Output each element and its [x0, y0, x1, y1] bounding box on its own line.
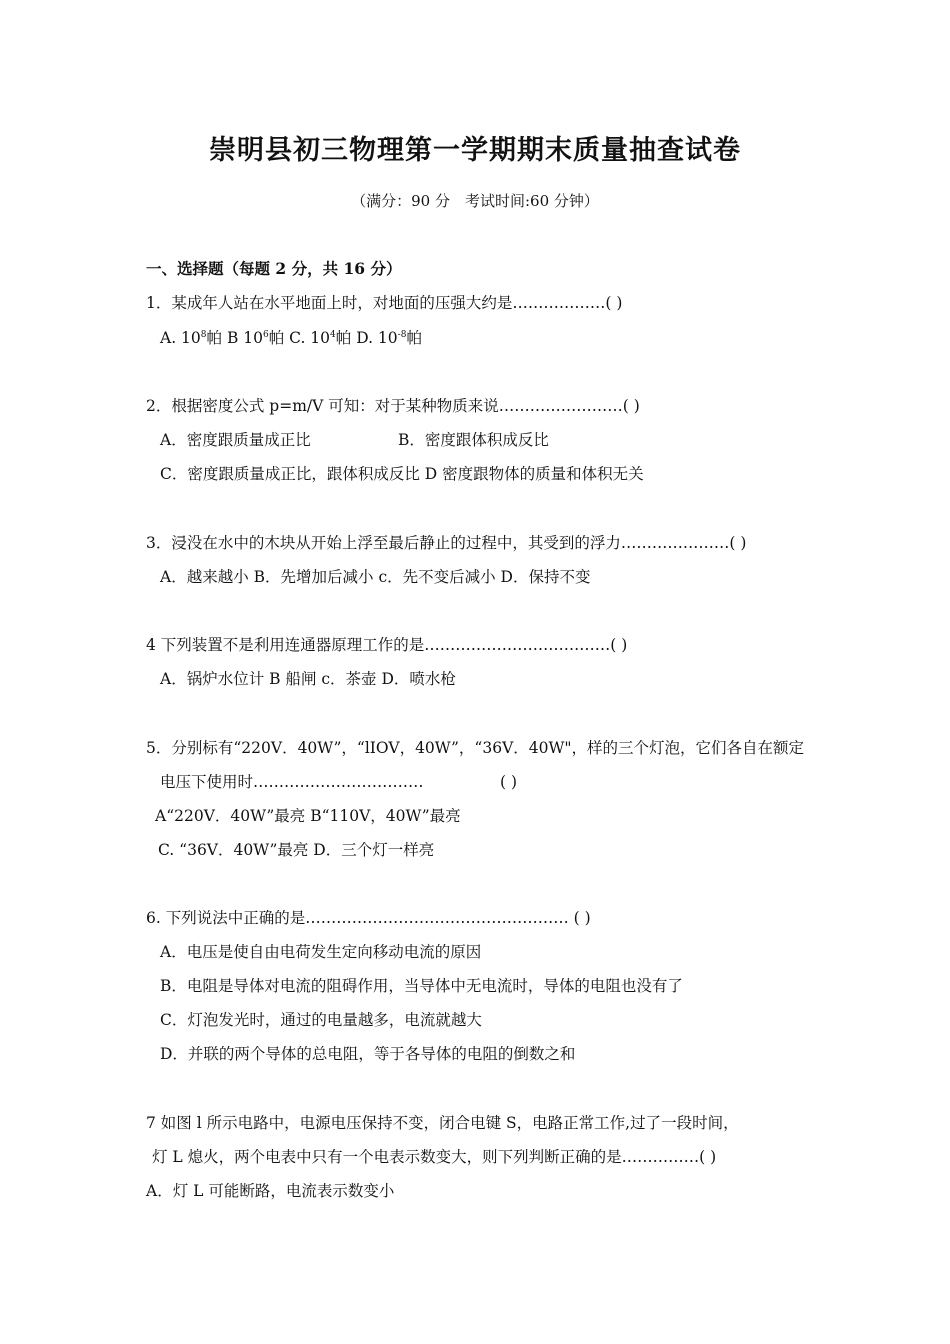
question-2-options-cd: C．密度跟质量成正比，跟体积成反比 D 密度跟物体的质量和体积无关 — [160, 465, 644, 483]
question-6-option-b: B．电阻是导体对电流的阻碍作用，当导体中无电流时，导体的电阻也没有了 — [160, 977, 683, 995]
question-6-option-a: A．电压是使自由电荷发生定向移动电流的原因 — [160, 943, 482, 961]
question-4-stem: 4 下列装置不是利用连通器原理工作的是………………………………( ) — [146, 636, 628, 654]
question-1-stem: 1．某成年人站在水平地面上时，对地面的压强大约是………………( ) — [146, 294, 623, 312]
question-5-stem-1: 5．分别标有“220V．40W”，“lIOV，40W”，“36V．40W"，样的三个灯泡，它们各自在额定 — [146, 739, 805, 757]
question-7-option-a: A．灯 L 可能断路，电流表示数变小 — [146, 1182, 395, 1200]
question-3-stem: 3．浸没在水中的木块从开始上浮至最后静止的过程中，其受到的浮力…………………( ) — [146, 534, 747, 552]
exam-info: （满分：90 分 考试时间:60 分钟） — [351, 192, 599, 210]
question-2-stem: 2．根据密度公式 p=m/V 可知：对于某种物质来说……………………( ) — [146, 397, 640, 415]
question-5-answer-paren: ( ) — [500, 773, 518, 791]
question-1-options: A. $10^8$帕 B $10^6$帕 C. $10^4$帕 D. $10^{-8}$帕 — [160, 329, 422, 347]
section-heading: 一、选择题（每题 2 分，共 16 分） — [146, 259, 402, 278]
question-6-option-c: C．灯泡发光时，通过的电量越多，电流就越大 — [160, 1011, 482, 1029]
question-6-stem: 6. 下列说法中正确的是…………………………………………… ( ) — [146, 909, 591, 927]
page-title: 崇明县初三物理第一学期期末质量抽查试卷 — [209, 135, 741, 166]
question-7-stem-1: 7 如图 l 所示电路中，电源电压保持不变，闭合电键 S，电路正常工作,过了一段时间， — [146, 1114, 739, 1132]
question-5-options-ab: A“220V．40W”最亮 B“110V，40W”最亮 — [155, 807, 461, 825]
question-6-option-d: D．并联的两个导体的总电阻，等于各导体的电阻的倒数之和 — [160, 1045, 576, 1063]
question-2-option-a: A．密度跟质量成正比 — [160, 431, 311, 449]
question-4-options: A．锅炉水位计 B 船闸 c．茶壶 D．喷水枪 — [160, 670, 456, 688]
question-5-options-cd: C. “36V．40W”最亮 D．三个灯一样亮 — [158, 841, 435, 859]
question-3-options: A．越来越小 B．先增加后减小 c．先不变后减小 D．保持不变 — [160, 568, 591, 586]
question-7-stem-2: 灯 L 熄火，两个电表中只有一个电表示数变大，则下列判断正确的是……………( ) — [152, 1148, 717, 1166]
question-5-stem-2: 电压下使用时…………………………… — [160, 773, 424, 791]
question-2-option-b: B．密度跟体积成反比 — [398, 431, 549, 449]
